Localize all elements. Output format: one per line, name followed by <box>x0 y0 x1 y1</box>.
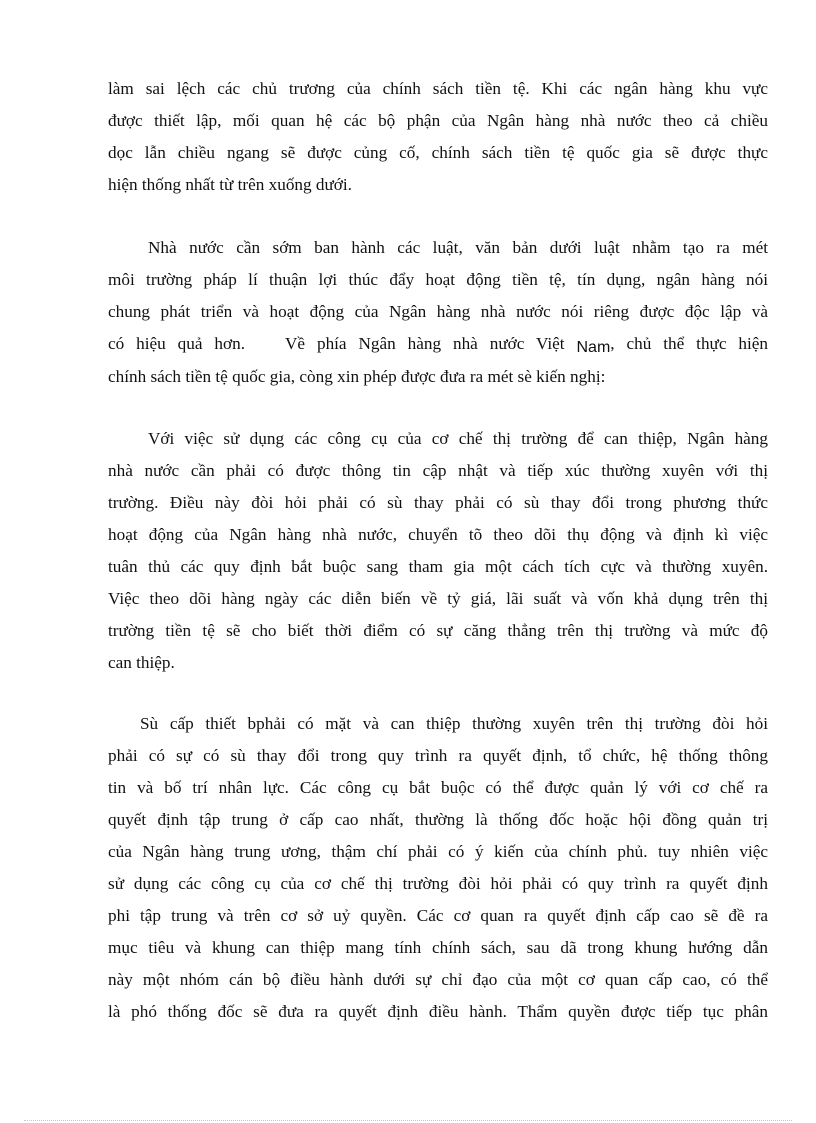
paragraph-3 <box>108 423 768 679</box>
text-line: hoạt động của Ngân hàng nhà nước, chuyển tõ theo dõi thụ động và định kì việc <box>108 525 768 544</box>
country-word: Nam <box>576 339 611 356</box>
text-line: này một nhóm cán bộ điều hành dưới sự chỉ đạo của một cơ quan cấp cao, có thể <box>108 970 768 989</box>
text-line: làm sai lệch các chủ trương của chính sách tiền tệ. Khi các ngân hàng khu vực <box>108 79 768 98</box>
paragraph-4 <box>108 708 768 1028</box>
text-line: phải có sự có sù thay đổi trong quy trình ra quyết định, tổ chức, hệ thống thông <box>108 746 768 765</box>
text-line: can thiệp. <box>108 653 175 672</box>
text-line: nhà nước cần phải có được thông tin cập nhật và tiếp xúc thường xuyên với thị <box>108 461 768 480</box>
text-line: của Ngân hàng trung ương, thậm chí phải có ý kiến của chính phủ. tuy nhiên việc <box>108 842 768 861</box>
text-fragment: có hiệu quả hơn. <box>108 334 245 353</box>
text-line: trường. Điều này đòi hỏi phải có sù thay phải có sù thay đổi trong phương thức <box>108 493 768 512</box>
text-line: Sù cấp thiết bphải có mặt và can thiệp thường xuyên trên thị trường đòi hỏi <box>140 714 768 733</box>
text-line: hiện thống nhất từ trên xuống dưới. <box>108 175 352 194</box>
text-line: quyết định tập trung ở cấp cao nhất, thường là thống đốc hoặc hội đồng quản trị <box>108 810 768 829</box>
text-line: sử dụng các công cụ của cơ chế thị trường đòi hỏi phải có quy trình ra quyết định <box>108 874 768 893</box>
text-line: được thiết lập, mối quan hệ các bộ phận của Ngân hàng nhà nước theo cả chiều <box>108 111 768 130</box>
text-line: Việc theo dõi hàng ngày các diễn biến về tỷ giá, lãi suất và vốn khả dụng trên thị <box>108 589 768 608</box>
text-line <box>108 328 768 361</box>
text-line: Với việc sử dụng các công cụ của cơ chế thị trường để can thiệp, Ngân hàng <box>148 429 768 448</box>
page-bottom-divider <box>24 1120 792 1121</box>
text-line: dọc lẫn chiều ngang sẽ được củng cố, chính sách tiền tệ quốc gia sẽ được thực <box>108 143 768 162</box>
text-line: tin và bố trí nhân lực. Các công cụ bắt buộc có thể được quản lý với cơ chế ra <box>108 778 768 797</box>
document-page <box>108 73 768 1028</box>
text-line: là phó thống đốc sẽ đưa ra quyết định điều hành. Thẩm quyền được tiếp tục phân <box>108 1002 768 1021</box>
text-line: Nhà nước cần sớm ban hành các luật, văn bản dưới luật nhằm tạo ra mét <box>148 238 768 257</box>
text-line: chung phát triển và hoạt động của Ngân hàng nhà nước nói riêng được độc lập và <box>108 302 768 321</box>
text-line: phi tập trung và trên cơ sở uỷ quyền. Các cơ quan ra quyết định cấp cao sẽ đề ra <box>108 906 768 925</box>
text-fragment: , chủ thể thực hiện <box>610 334 768 353</box>
paragraph-2 <box>108 232 768 393</box>
text-line: chính sách tiền tệ quốc gia, còng xin phép được đưa ra mét sè kiến nghị: <box>108 367 606 386</box>
paragraph-1 <box>108 73 768 201</box>
text-fragment: Về phía Ngân hàng nhà nước Việt <box>285 334 565 353</box>
text-line: tuân thủ các quy định bắt buộc sang tham gia một cách tích cực và thường xuyên. <box>108 557 768 576</box>
text-line: trường tiền tệ sẽ cho biết thời điểm có sự căng thẳng trên thị trường và mức độ <box>108 621 768 640</box>
text-line: môi trường pháp lí thuận lợi thúc đẩy hoạt động tiền tệ, tín dụng, ngân hàng nói <box>108 270 768 289</box>
text-line: mục tiêu và khung can thiệp mang tính chính sách, sau dã trong khung hướng dẫn <box>108 938 768 957</box>
